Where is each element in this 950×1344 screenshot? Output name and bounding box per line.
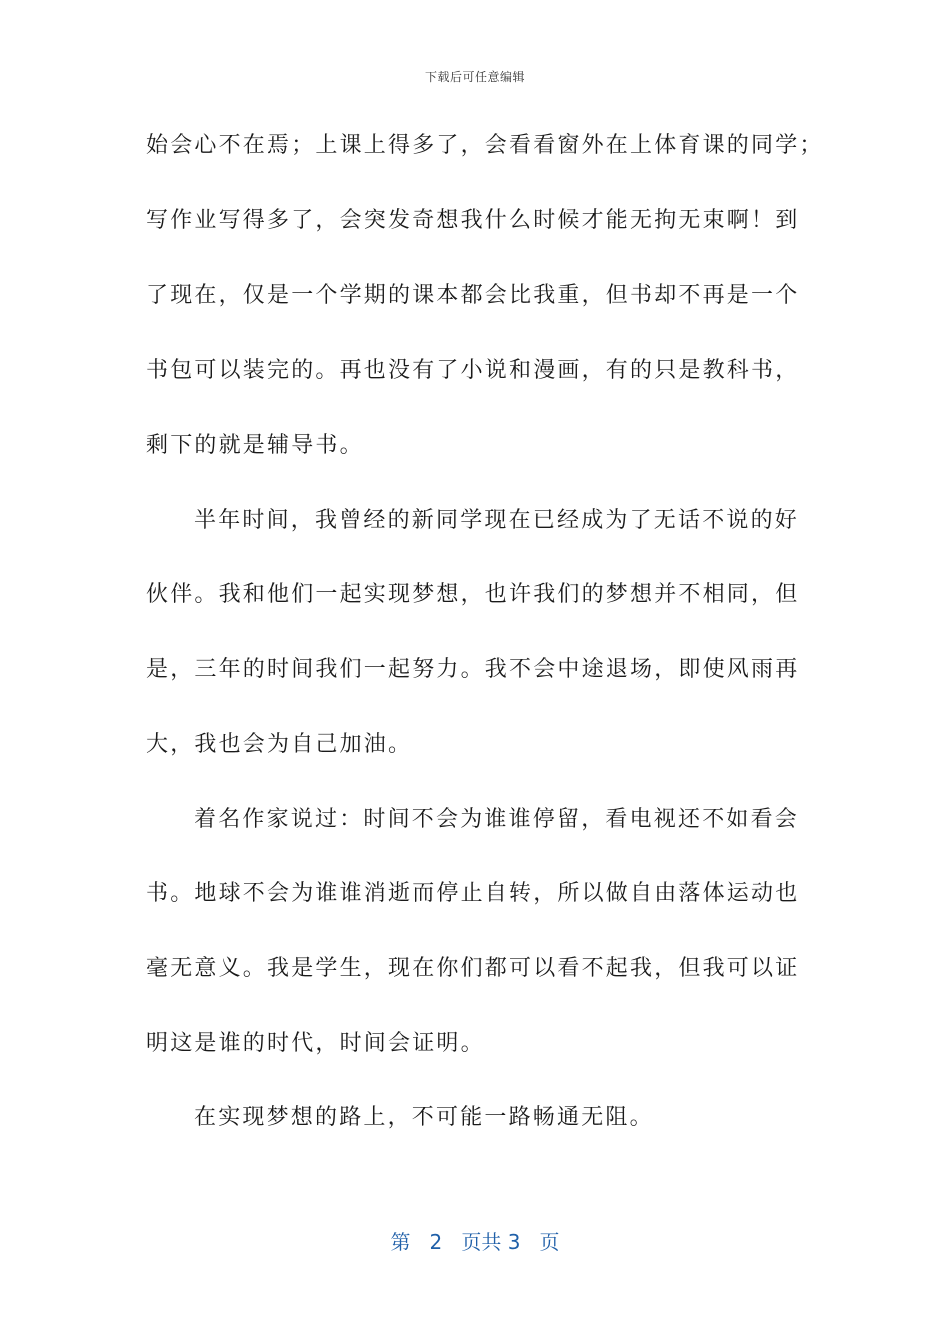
paragraph-start: 半年时间，我曾经的新同学现在已经成为了无话不说的好 [194,508,800,533]
paragraph-start: 着名作家说过：时间不会为谁谁停留，看电视还不如看会 [194,807,800,832]
page-number-footer [0,1226,950,1255]
text-line: 明这是谁的时代，时间会证明。 [146,1031,485,1056]
header-note: 下载后可任意编辑 [424,70,525,84]
text-line: 毫无意义。我是学生，现在你们都可以看不起我，但我可以证 [146,956,800,981]
text-line: 书包可以装完的。再也没有了小说和漫画，有的只是教科书， [146,358,800,383]
footer-suffix: 页 [539,1230,560,1254]
text-line: 大，我也会为自己加油。 [146,732,413,757]
text-line: 了现在，仅是一个学期的课本都会比我重，但书却不再是一个 [146,283,800,308]
text-line: 写作业写得多了，会突发奇想我什么时候才能无拘无束啊！到 [146,208,800,233]
text-line: 伙伴。我和他们一起实现梦想，也许我们的梦想并不相同，但 [146,582,800,607]
text-line: 是，三年的时间我们一起努力。我不会中途退场，即使风雨再 [146,657,800,682]
total-pages-number: 3 [507,1230,521,1254]
footer-prefix: 第 [390,1230,411,1254]
footer-middle: 页共 [461,1230,502,1254]
current-page-number: 2 [429,1230,443,1254]
text-line: 剩下的就是辅导书。 [146,433,364,458]
text-line: 书。地球不会为谁谁消逝而停止自转，所以做自由落体运动也 [146,881,800,906]
paragraph-start: 在实现梦想的路上，不可能一路畅通无阻。 [194,1105,654,1130]
text-line: 始会心不在焉；上课上得多了，会看看窗外在上体育课的同学； [146,133,824,158]
